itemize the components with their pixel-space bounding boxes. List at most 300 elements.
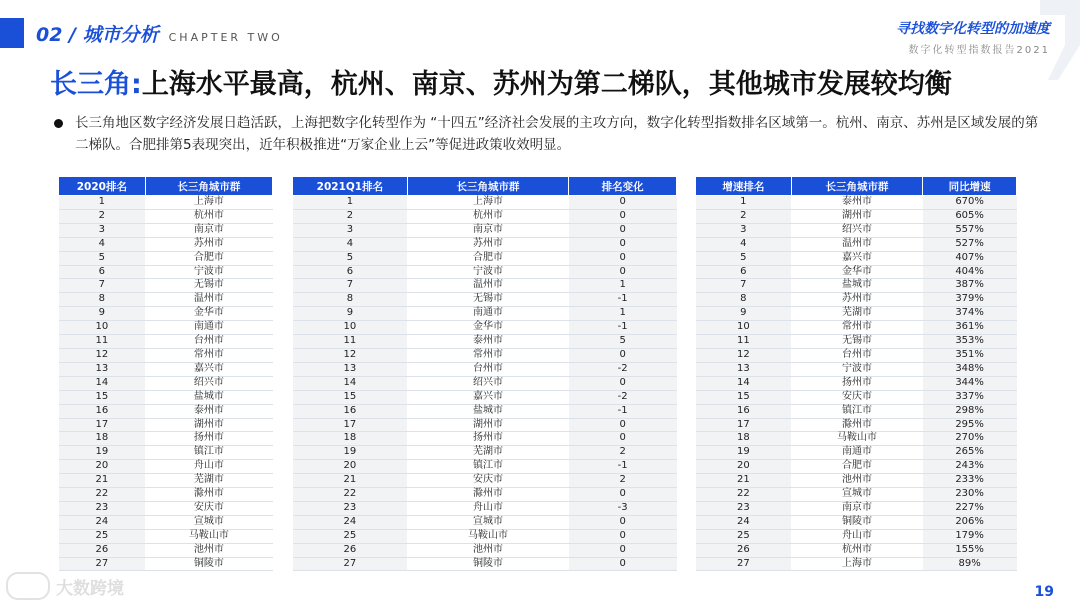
table-row <box>696 404 1017 418</box>
city-cell: 湖州市 <box>791 209 923 223</box>
value-cell: 0 <box>569 223 677 237</box>
rank-cell: 9 <box>59 307 146 321</box>
value-cell: 344% <box>923 376 1017 390</box>
city-cell: 舟山市 <box>791 529 923 543</box>
city-cell: 池州市 <box>407 543 569 557</box>
rank-cell: 2 <box>59 209 146 223</box>
city-cell: 温州市 <box>145 293 272 307</box>
rank-cell: 11 <box>59 335 146 349</box>
page-title-key: 长三角: <box>50 69 142 100</box>
chapter-accent-bar <box>0 18 24 48</box>
table-row <box>59 543 273 557</box>
rank-cell: 14 <box>293 376 408 390</box>
rank-cell: 19 <box>293 446 408 460</box>
table-row <box>59 432 273 446</box>
table-row <box>293 557 677 571</box>
table-row <box>696 543 1017 557</box>
rank-cell: 6 <box>59 265 146 279</box>
table-row <box>59 209 273 223</box>
table-row <box>293 237 677 251</box>
value-cell: 206% <box>923 515 1017 529</box>
value-cell: 527% <box>923 237 1017 251</box>
value-cell: 0 <box>569 557 677 571</box>
rank-cell: 16 <box>696 404 792 418</box>
report-subtitle: 数字化转型指数报告2021 <box>908 45 1050 56</box>
city-cell: 金华市 <box>407 321 569 335</box>
table-row <box>696 348 1017 362</box>
table-row <box>293 293 677 307</box>
table-row <box>293 529 677 543</box>
city-cell: 宁波市 <box>791 362 923 376</box>
rank-cell: 21 <box>696 474 792 488</box>
growth-rank-table <box>695 176 1017 571</box>
value-cell: 404% <box>923 265 1017 279</box>
value-cell: -1 <box>569 404 677 418</box>
city-cell: 温州市 <box>407 279 569 293</box>
rank-cell: 8 <box>696 293 792 307</box>
city-cell: 南通市 <box>791 446 923 460</box>
city-cell: 南京市 <box>145 223 272 237</box>
table-row <box>293 348 677 362</box>
city-cell: 无锡市 <box>145 279 272 293</box>
rank-cell: 3 <box>59 223 146 237</box>
value-cell: -2 <box>569 390 677 404</box>
table-row <box>696 446 1017 460</box>
value-cell: -1 <box>569 460 677 474</box>
table-row <box>293 488 677 502</box>
city-cell: 杭州市 <box>791 543 923 557</box>
city-cell: 马鞍山市 <box>407 529 569 543</box>
city-cell: 铜陵市 <box>791 515 923 529</box>
table-row <box>293 279 677 293</box>
table-row <box>59 348 273 362</box>
page-number: 19 <box>1034 584 1054 600</box>
table-row <box>59 223 273 237</box>
value-cell: -1 <box>569 321 677 335</box>
city-cell: 滁州市 <box>407 488 569 502</box>
value-cell: 387% <box>923 279 1017 293</box>
city-cell: 滁州市 <box>145 488 272 502</box>
value-cell: 407% <box>923 251 1017 265</box>
table-row <box>293 432 677 446</box>
value-cell: 0 <box>569 418 677 432</box>
value-cell: 0 <box>569 515 677 529</box>
value-cell: 0 <box>569 529 677 543</box>
rank-cell: 10 <box>293 321 408 335</box>
city-cell: 台州市 <box>407 362 569 376</box>
city-cell: 铜陵市 <box>407 557 569 571</box>
rank-cell: 12 <box>293 348 408 362</box>
table-row <box>696 196 1017 210</box>
city-cell: 苏州市 <box>145 237 272 251</box>
rank-table-2020 <box>58 176 273 571</box>
table-row <box>696 223 1017 237</box>
value-cell: 0 <box>569 543 677 557</box>
table-row <box>696 307 1017 321</box>
city-cell: 扬州市 <box>791 376 923 390</box>
table-row <box>59 488 273 502</box>
table-row <box>59 237 273 251</box>
table-row <box>59 362 273 376</box>
table-row <box>293 390 677 404</box>
table-header: 2021Q1排名 <box>293 177 408 196</box>
city-cell: 芜湖市 <box>791 307 923 321</box>
table-row <box>293 251 677 265</box>
value-cell: 2 <box>569 474 677 488</box>
value-cell: 361% <box>923 321 1017 335</box>
city-cell: 宣城市 <box>791 488 923 502</box>
rank-cell: 9 <box>293 307 408 321</box>
brand-name: 大数跨境 <box>56 578 124 599</box>
rank-cell: 24 <box>59 515 146 529</box>
table-row <box>696 279 1017 293</box>
rank-cell: 11 <box>293 335 408 349</box>
city-cell: 镇江市 <box>791 404 923 418</box>
table-row <box>59 376 273 390</box>
city-cell: 泰州市 <box>145 404 272 418</box>
value-cell: 605% <box>923 209 1017 223</box>
table-row <box>293 474 677 488</box>
city-cell: 芜湖市 <box>407 446 569 460</box>
city-cell: 无锡市 <box>407 293 569 307</box>
table-header: 长三角城市群 <box>791 177 923 196</box>
city-cell: 宣城市 <box>145 515 272 529</box>
value-cell: 379% <box>923 293 1017 307</box>
table-row <box>696 293 1017 307</box>
city-cell: 湖州市 <box>407 418 569 432</box>
table-header: 增速排名 <box>696 177 792 196</box>
table-row <box>696 237 1017 251</box>
city-cell: 南通市 <box>407 307 569 321</box>
value-cell: 557% <box>923 223 1017 237</box>
rank-cell: 16 <box>59 404 146 418</box>
city-cell: 宁波市 <box>407 265 569 279</box>
table-row <box>293 321 677 335</box>
page-title <box>50 62 952 101</box>
rank-cell: 6 <box>293 265 408 279</box>
table-row <box>696 557 1017 571</box>
value-cell: 243% <box>923 460 1017 474</box>
rank-cell: 18 <box>293 432 408 446</box>
value-cell: 295% <box>923 418 1017 432</box>
table-row <box>59 279 273 293</box>
city-cell: 温州市 <box>791 237 923 251</box>
city-cell: 盐城市 <box>791 279 923 293</box>
city-cell: 常州市 <box>791 321 923 335</box>
chapter-number: 02 / 城市分析 <box>36 24 159 46</box>
rank-cell: 21 <box>293 474 408 488</box>
value-cell: 348% <box>923 362 1017 376</box>
rank-cell: 1 <box>293 196 408 210</box>
city-cell: 绍兴市 <box>407 376 569 390</box>
city-cell: 南通市 <box>145 321 272 335</box>
chapter-english: CHAPTER TWO <box>168 31 283 44</box>
rank-cell: 3 <box>696 223 792 237</box>
report-title: 寻找数字化转型的加速度 <box>896 21 1050 37</box>
city-cell: 常州市 <box>145 348 272 362</box>
table-row <box>293 265 677 279</box>
rank-cell: 1 <box>696 196 792 210</box>
value-cell: 230% <box>923 488 1017 502</box>
table-row <box>59 529 273 543</box>
city-cell: 嘉兴市 <box>145 362 272 376</box>
city-cell: 上海市 <box>791 557 923 571</box>
value-cell: 2 <box>569 446 677 460</box>
table-row <box>293 446 677 460</box>
table-row <box>293 404 677 418</box>
rank-cell: 27 <box>696 557 792 571</box>
value-cell: 0 <box>569 251 677 265</box>
city-cell: 滁州市 <box>791 418 923 432</box>
rank-cell: 14 <box>59 376 146 390</box>
rank-cell: 20 <box>293 460 408 474</box>
rank-cell: 17 <box>293 418 408 432</box>
city-cell: 宁波市 <box>145 265 272 279</box>
city-cell: 泰州市 <box>407 335 569 349</box>
value-cell: 351% <box>923 348 1017 362</box>
city-cell: 绍兴市 <box>791 223 923 237</box>
rank-cell: 22 <box>293 488 408 502</box>
city-cell: 合肥市 <box>407 251 569 265</box>
intro-text: 长三角地区数字经济发展日趋活跃，上海把数字化转型作为 “十四五”经济社会发展的主攻方向，数字化转型指数排名区域第一。杭州、南京、苏州是区域发展的第二梯队。合肥排第5表现突出，近年积极推进“万家企业上云”等促进政策收效明显。 <box>75 115 1039 153</box>
table-row <box>293 460 677 474</box>
table-header: 长三角城市群 <box>145 177 272 196</box>
city-cell: 常州市 <box>407 348 569 362</box>
value-cell: 270% <box>923 432 1017 446</box>
rank-cell: 10 <box>696 321 792 335</box>
table-row <box>696 376 1017 390</box>
value-cell: 1 <box>569 279 677 293</box>
rank-cell: 20 <box>59 460 146 474</box>
page-title-rest: 上海水平最高，杭州、南京、苏州为第二梯队，其他城市发展较均衡 <box>141 69 952 100</box>
city-cell: 舟山市 <box>407 501 569 515</box>
city-cell: 嘉兴市 <box>407 390 569 404</box>
rank-cell: 13 <box>59 362 146 376</box>
table-row <box>696 390 1017 404</box>
rank-cell: 1 <box>59 196 146 210</box>
city-cell: 杭州市 <box>407 209 569 223</box>
table-row <box>59 293 273 307</box>
table-row <box>293 501 677 515</box>
table-row <box>59 335 273 349</box>
table-header: 长三角城市群 <box>407 177 569 196</box>
value-cell: 0 <box>569 348 677 362</box>
intro-paragraph <box>54 112 1044 156</box>
table-row <box>696 251 1017 265</box>
value-cell: 155% <box>923 543 1017 557</box>
rank-cell: 4 <box>293 237 408 251</box>
rank-cell: 22 <box>696 488 792 502</box>
rank-cell: 26 <box>293 543 408 557</box>
rank-cell: 15 <box>696 390 792 404</box>
table-header: 同比增速 <box>923 177 1017 196</box>
city-cell: 安庆市 <box>407 474 569 488</box>
table-row <box>293 376 677 390</box>
value-cell: 374% <box>923 307 1017 321</box>
rank-cell: 6 <box>696 265 792 279</box>
city-cell: 南京市 <box>791 501 923 515</box>
table-row <box>59 501 273 515</box>
chapter-label <box>36 20 283 47</box>
table-row <box>696 418 1017 432</box>
table-row <box>293 362 677 376</box>
table-row <box>696 529 1017 543</box>
city-cell: 嘉兴市 <box>791 251 923 265</box>
value-cell: 89% <box>923 557 1017 571</box>
rank-cell: 27 <box>293 557 408 571</box>
rank-cell: 12 <box>696 348 792 362</box>
rank-table-2021q1 <box>292 176 677 571</box>
rank-cell: 24 <box>696 515 792 529</box>
rank-cell: 23 <box>59 501 146 515</box>
value-cell: 227% <box>923 501 1017 515</box>
rank-cell: 18 <box>59 432 146 446</box>
table-row <box>59 321 273 335</box>
rank-cell: 17 <box>59 418 146 432</box>
city-cell: 金华市 <box>145 307 272 321</box>
city-cell: 盐城市 <box>145 390 272 404</box>
value-cell: 179% <box>923 529 1017 543</box>
city-cell: 杭州市 <box>145 209 272 223</box>
rank-cell: 23 <box>696 501 792 515</box>
table-header: 2020排名 <box>59 177 146 196</box>
rank-cell: 8 <box>59 293 146 307</box>
table-row <box>59 196 273 210</box>
rank-cell: 21 <box>59 474 146 488</box>
rank-cell: 23 <box>293 501 408 515</box>
city-cell: 安庆市 <box>145 501 272 515</box>
rank-cell: 26 <box>696 543 792 557</box>
city-cell: 苏州市 <box>791 293 923 307</box>
table-row <box>59 446 273 460</box>
table-row <box>59 404 273 418</box>
city-cell: 金华市 <box>791 265 923 279</box>
city-cell: 南京市 <box>407 223 569 237</box>
city-cell: 镇江市 <box>407 460 569 474</box>
table-row <box>696 335 1017 349</box>
city-cell: 池州市 <box>791 474 923 488</box>
city-cell: 合肥市 <box>791 460 923 474</box>
report-header <box>896 18 1050 56</box>
table-row <box>59 418 273 432</box>
table-row <box>696 209 1017 223</box>
brand-logo-icon <box>6 572 50 600</box>
value-cell: 670% <box>923 196 1017 210</box>
rank-cell: 16 <box>293 404 408 418</box>
rank-cell: 2 <box>696 209 792 223</box>
table-row <box>59 251 273 265</box>
value-cell: 1 <box>569 307 677 321</box>
rank-cell: 11 <box>696 335 792 349</box>
rank-cell: 19 <box>696 446 792 460</box>
rank-cell: 20 <box>696 460 792 474</box>
city-cell: 盐城市 <box>407 404 569 418</box>
value-cell: 298% <box>923 404 1017 418</box>
table-row <box>293 515 677 529</box>
value-cell: 353% <box>923 335 1017 349</box>
value-cell: 0 <box>569 432 677 446</box>
city-cell: 上海市 <box>145 196 272 210</box>
city-cell: 马鞍山市 <box>145 529 272 543</box>
city-cell: 上海市 <box>407 196 569 210</box>
value-cell: 0 <box>569 237 677 251</box>
table-row <box>293 418 677 432</box>
city-cell: 安庆市 <box>791 390 923 404</box>
city-cell: 宣城市 <box>407 515 569 529</box>
value-cell: 233% <box>923 474 1017 488</box>
city-cell: 池州市 <box>145 543 272 557</box>
city-cell: 扬州市 <box>145 432 272 446</box>
rank-cell: 19 <box>59 446 146 460</box>
city-cell: 台州市 <box>791 348 923 362</box>
value-cell: 5 <box>569 335 677 349</box>
rank-cell: 13 <box>696 362 792 376</box>
table-row <box>59 460 273 474</box>
city-cell: 台州市 <box>145 335 272 349</box>
rank-cell: 12 <box>59 348 146 362</box>
rank-cell: 24 <box>293 515 408 529</box>
rank-cell: 4 <box>59 237 146 251</box>
value-cell: -1 <box>569 293 677 307</box>
table-row <box>696 488 1017 502</box>
rank-cell: 9 <box>696 307 792 321</box>
rank-cell: 8 <box>293 293 408 307</box>
city-cell: 镇江市 <box>145 446 272 460</box>
table-row <box>293 196 677 210</box>
table-row <box>696 265 1017 279</box>
city-cell: 泰州市 <box>791 196 923 210</box>
table-row <box>59 557 273 571</box>
table-row <box>293 307 677 321</box>
value-cell: 0 <box>569 209 677 223</box>
rank-cell: 25 <box>59 529 146 543</box>
value-cell: 265% <box>923 446 1017 460</box>
value-cell: 0 <box>569 265 677 279</box>
rank-cell: 15 <box>293 390 408 404</box>
rank-cell: 22 <box>59 488 146 502</box>
bullet-icon <box>54 119 63 128</box>
table-row <box>293 335 677 349</box>
rank-cell: 10 <box>59 321 146 335</box>
value-cell: 0 <box>569 488 677 502</box>
rank-cell: 26 <box>59 543 146 557</box>
city-cell: 无锡市 <box>791 335 923 349</box>
table-row <box>696 460 1017 474</box>
value-cell: 0 <box>569 196 677 210</box>
rank-cell: 14 <box>696 376 792 390</box>
table-row <box>696 362 1017 376</box>
city-cell: 芜湖市 <box>145 474 272 488</box>
rank-cell: 18 <box>696 432 792 446</box>
value-cell: 0 <box>569 376 677 390</box>
table-row <box>59 265 273 279</box>
table-row <box>59 390 273 404</box>
table-row <box>696 474 1017 488</box>
rank-cell: 7 <box>696 279 792 293</box>
rank-cell: 4 <box>696 237 792 251</box>
city-cell: 舟山市 <box>145 460 272 474</box>
city-cell: 铜陵市 <box>145 557 272 571</box>
rank-cell: 17 <box>696 418 792 432</box>
rank-cell: 5 <box>59 251 146 265</box>
table-row <box>59 307 273 321</box>
table-row <box>293 223 677 237</box>
city-cell: 绍兴市 <box>145 376 272 390</box>
rank-cell: 5 <box>696 251 792 265</box>
rank-cell: 25 <box>293 529 408 543</box>
rank-cell: 25 <box>696 529 792 543</box>
city-cell: 湖州市 <box>145 418 272 432</box>
